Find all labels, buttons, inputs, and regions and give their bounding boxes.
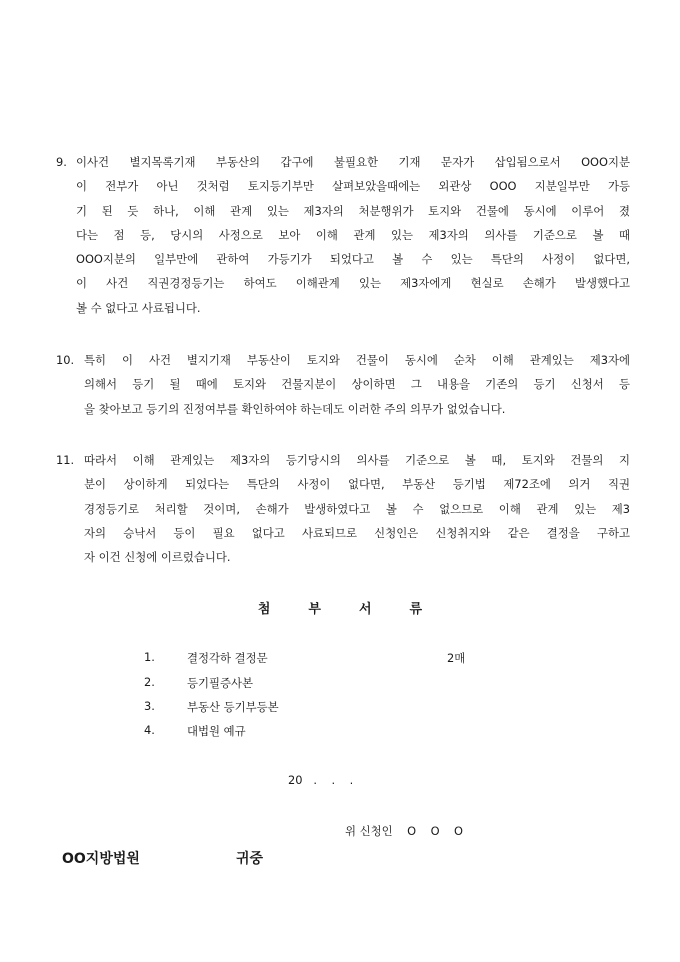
attachment-number: 4.	[144, 723, 155, 737]
attachment-number: 2.	[144, 675, 155, 689]
paragraph-number: 9.	[56, 155, 67, 169]
date-line: 20 . . .	[288, 773, 354, 787]
paragraph-line: 경정등기로 처리할 것이며, 손해가 발생하였다고 볼 수 없으므로 이해 관계 있는 제3	[84, 501, 630, 516]
paragraph-line: 자의 승낙서 등이 필요 없다고 사료되므로 신청인은 신청취지와 같은 결정을 구하고	[84, 525, 630, 540]
attachment-number: 3.	[144, 699, 155, 713]
paragraph-line: 분이 상이하게 되었다는 특단의 사정이 없다면, 부동산 등기법 제72조에 의거 직권	[84, 477, 630, 492]
paragraph-9	[56, 150, 630, 320]
paragraph-number: 10.	[56, 353, 75, 367]
paragraph-line: 다는 점 등, 당시의 사정으로 보아 이해 관계 있는 제3자의 의사를 기준으로 볼 때	[76, 227, 630, 242]
paragraph-line: 을 찾아보고 등기의 진정여부를 확인하여야 하는데도 이러한 주의 의무가 없었습니다.	[84, 401, 506, 416]
attachment-text: 대법원 예규	[187, 724, 246, 738]
paragraph-line: 따라서 이해 관계있는 제3자의 등기당시의 의사를 기준으로 볼 때, 토지와 건물의 지	[84, 453, 630, 467]
paragraph-line: 이 사건 직권경정등기는 하여도 이해관계 있는 제3자에게 현실로 손해가 발생했다고	[76, 276, 630, 291]
attachment-text: 부동산 등기부등본	[187, 700, 279, 714]
paragraph-line: 이사건 별지목록기재 부동산의 갑구에 불필요한 기재 문자가 삽입됨으로서 OOO지분	[76, 155, 630, 169]
paragraph-line: 볼 수 없다고 사료됩니다.	[76, 300, 201, 315]
paragraph-11	[56, 448, 630, 569]
attachments-title: 첨부서류	[257, 602, 461, 617]
attachment-number: 1.	[144, 650, 155, 664]
honorific: 귀중	[236, 851, 264, 867]
paragraph-line: 이 전부가 아닌 것처럼 토지등기부만 살펴보았을때에는 외관상 OOO 지분일부만 가등	[76, 179, 630, 194]
paragraph-10	[56, 348, 630, 421]
attachment-count: 2매	[447, 651, 466, 665]
court-name: OO지방법원	[62, 851, 140, 867]
paragraph-line: 특히 이 사건 별지기재 부동산이 토지와 건물이 동시에 순차 이해 관계있는 제3자에	[84, 353, 630, 367]
paragraph-line: 자 이건 신청에 이르렀습니다.	[84, 550, 231, 565]
applicant-line: 위 신청인 O O O	[345, 824, 463, 838]
paragraph-line: OOO지분의 일부만에 관하여 가등기가 되었다고 볼 수 있는 특단의 사정이 없다면,	[76, 252, 630, 267]
attachment-text: 결정각하 결정문	[187, 651, 268, 665]
paragraph-line: 기 된 듯 하나, 이해 관계 있는 제3자의 처분행위가 토지와 건물에 동시에 이루어 졌	[76, 203, 630, 218]
attachment-text: 등기필증사본	[187, 676, 254, 690]
paragraph-line: 의해서 등기 될 때에 토지와 건물지분이 상이하면 그 내용을 기존의 등기 신청서 등	[84, 377, 630, 392]
paragraph-number: 11.	[56, 453, 75, 467]
